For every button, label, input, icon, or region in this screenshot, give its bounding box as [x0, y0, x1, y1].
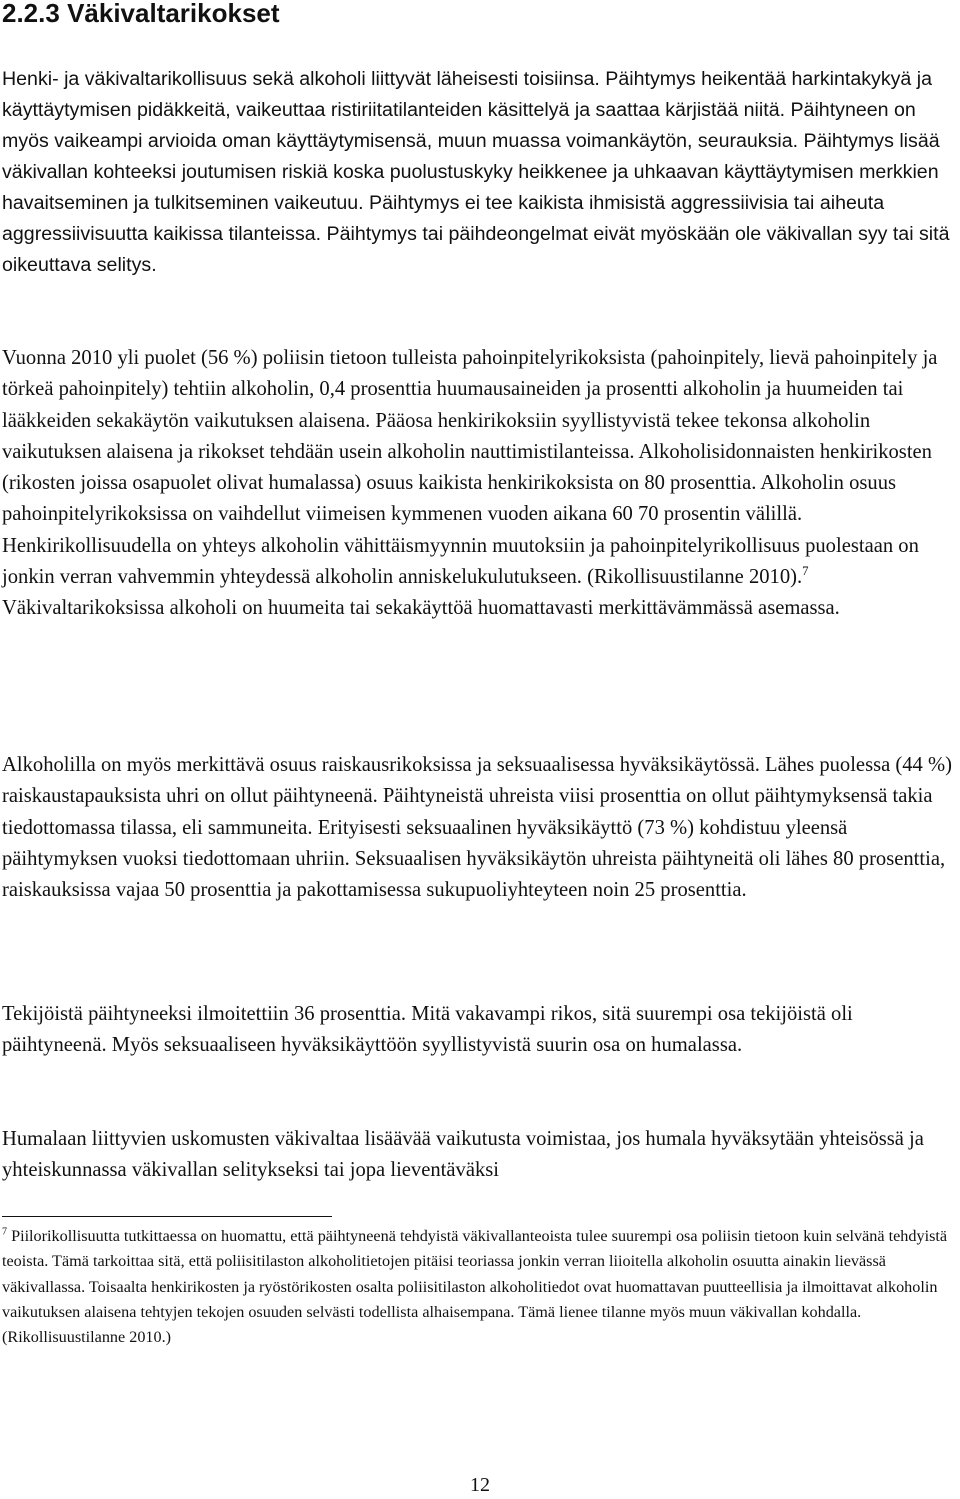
footnote-divider: [2, 1216, 332, 1217]
paragraph-assault-text-continued: Väkivaltarikoksissa alkoholi on huumeita tai sekakäyttöä huomattavasti merkittävämmässä asemassa.: [2, 597, 840, 620]
section-title: Väkivaltarikokset: [67, 0, 280, 28]
paragraph-assault-text: Vuonna 2010 yli puolet (56 %) poliisin tietoon tulleista pahoinpitelyrikoksista (pahoinpitely, lievä pahoinpitely ja törkeä pahoinpitely) tehtiin alkoholin, 0,4 prosenttia huumausaineiden ja prosentti alkoholin ja huumeiden tai lääkkeiden sekakäytön vaikutuksen alaisena. Pääosa henkirikoksiin syyllistyvistä tekee tekonsa alkoholin vaikutuksen alaisena ja rikokset tehdään usein alkoholin nauttimistilanteissa. Alkoholisidonnaisten henkirikosten (rikosten joissa osapuolet olivat humalassa) osuus kaikista henkirikoksista on 80 prosenttia. Alkoholin osuus pahoinpitelyrikoksissa on vaihdellut viimeisen kymmenen vuoden aikana 60 70 prosentin välillä. Henkirikollisuudella on yhteys alkoholin vähittäismyynnin muutoksiin ja pahoinpitelyrikollisuus puolestaan on jonkin verran vahvemmin yhteydessä alkoholin anniskelukulutukseen. (Rikollisuustilanne 2010).: [2, 347, 938, 589]
paragraph-sexual-offences: Alkoholilla on myös merkittävä osuus raiskausrikoksissa ja seksuaalisessa hyväksikäytössä. Lähes puolessa (44 %) raiskaustapauksista uhri on ollut päihtyneenä. Päihtyneistä uhreista viisi prosenttia on ollut päihtymyksensä takia tiedottomassa tilassa, eli sammuneita. Erityisesti seksuaalinen hyväksikäyttö (73 %) kohdistuu yleensä päihtymyksen vuoksi tiedottomaan uhriin. Seksuaalisen hyväksikäytön uhreista päihtyneitä oli lähes 80 prosenttia, raiskauksissa vajaa 50 prosenttia ja pakottamisessa sukupuoliyhteyteen noin 25 prosenttia.: [2, 754, 953, 902]
paragraph-offenders: Tekijöistä päihtyneeksi ilmoitettiin 36 prosenttia. Mitä vakavampi rikos, sitä suurempi osa tekijöistä oli päihtyneenä. Myös seksuaaliseen hyväksikäyttöön syyllistyvistä suurin osa on humalassa.: [2, 1003, 853, 1057]
footnote: [2, 1224, 956, 1350]
section-heading: [2, 0, 280, 28]
paragraph-intoxication-effects: Henki- ja väkivaltarikollisuus sekä alkoholi liittyvät läheisesti toisiinsa. Päihtymys heikentää harkintakykyä ja käyttäytymisen pidäkkeitä, vaikeuttaa ristiriitatilanteiden käsittelyä ja saattaa kärjistää niitä. Päihtyneen on myös vaikeampi arvioida oman käyttäytymisensä, muun muassa voimankäytön, seurauksia. Päihtymys lisää väkivallan kohteeksi joutumisen riskiä koska puolustuskyky heikkenee ja uhkaavan käyttäytymisen merkkien havaitseminen ja tulkitseminen vaikeutuu. Päihtymys ei tee kaikista ihmisistä aggressiivisia tai aiheuta aggressiivisuutta kaikissa tilanteissa. Päihtymys tai päihdeongelmat eivät myöskään ole väkivallan syy tai sitä oikeuttava selitys.: [2, 68, 950, 276]
footnote-reference[interactable]: 7: [802, 564, 809, 579]
section-number: 2.2.3: [2, 0, 60, 28]
paragraph-beliefs: Humalaan liittyvien uskomusten väkivaltaa lisäävää vaikutusta voimistaa, jos humala hyväksytään yhteisössä ja yhteiskunnassa väkivallan selitykseksi tai jopa lieventäväksi: [2, 1128, 924, 1182]
footnote-number: 7: [2, 1226, 8, 1238]
page-number: 12: [470, 1474, 490, 1496]
paragraph-assault-statistics: [2, 343, 956, 625]
footnote-text: Piilorikollisuutta tutkittaessa on huomattu, että päihtyneenä tehdyistä väkivallanteoista tulee suurempi osa poliisin tietoon kuin selvänä tehdyistä teoista. Tämä tarkoittaa sitä, että poliisitilaston alkoholitietojen pitäisi teoriassa jonkin verran liioitella alkoholin osuutta ainakin lievässä väkivallassa. Toisaalta henkirikosten ja ryöstörikosten osalta poliisitilaston alkoholitiedot ovat huomattavan puutteellisia ja ilmoittavat alkoholin vaikutuksen alaisena tehtyjen tekojen osuuden selvästi todellista alhaisempana. Tämä lienee tilanne myös muun väkivallan kohdalla. (Rikollisuustilanne 2010.): [2, 1227, 948, 1347]
